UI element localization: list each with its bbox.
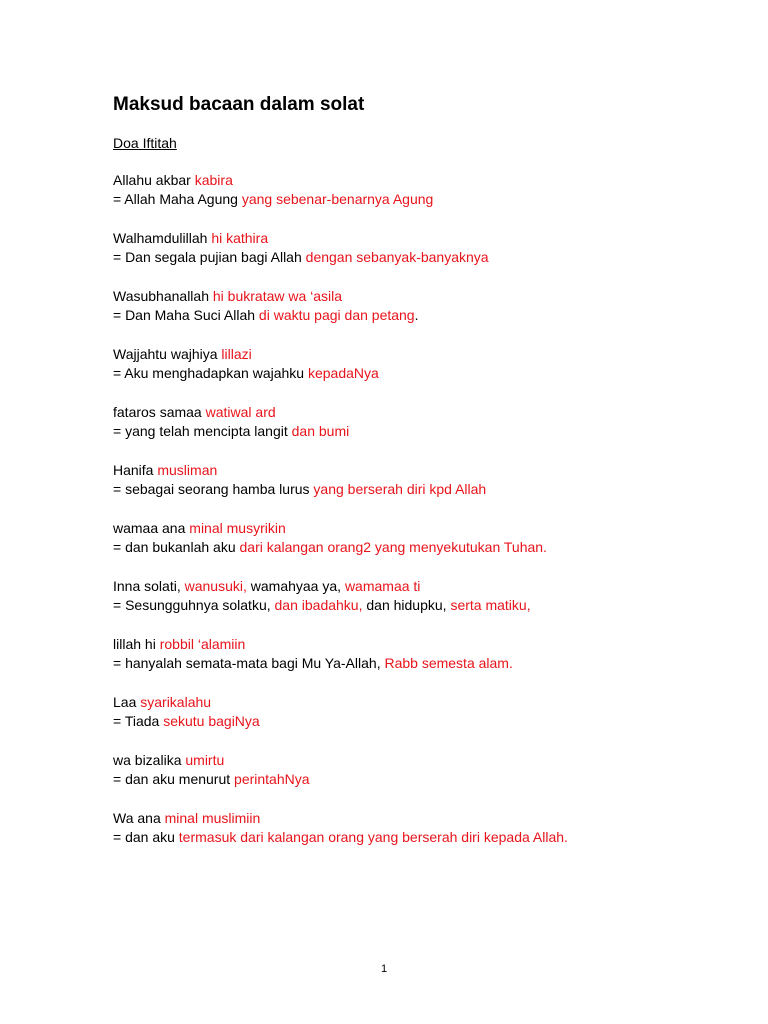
- highlighted-text: wamamaa ti: [344, 578, 421, 594]
- highlighted-text: robbil ‘alamiin: [159, 636, 246, 652]
- prayer-entry: [113, 403, 733, 461]
- plain-text: Wajjahtu wajhiya: [113, 346, 222, 362]
- page-number: 1: [380, 963, 388, 975]
- highlighted-text: termasuk dari kalangan orang yang berserah diri kepada Allah.: [178, 829, 568, 845]
- translation-line: [113, 248, 733, 267]
- highlighted-text: yang sebenar-benarnya Agung: [241, 191, 434, 207]
- plain-text: lillah hi: [113, 636, 160, 652]
- translation-line: [113, 770, 733, 789]
- arabic-transliteration-line: [113, 519, 733, 538]
- highlighted-text: watiwal ard: [205, 404, 276, 420]
- highlighted-text: musliman: [157, 462, 218, 478]
- plain-text: .: [414, 307, 419, 323]
- arabic-transliteration-line: [113, 577, 733, 596]
- highlighted-text: dan ibadahku,: [274, 597, 363, 613]
- highlighted-text: minal musyrikin: [189, 520, 286, 536]
- translation-line: [113, 654, 733, 673]
- prayer-entry: [113, 171, 733, 229]
- arabic-transliteration-line: [113, 693, 733, 712]
- prayer-entry: [113, 229, 733, 287]
- arabic-transliteration-line: [113, 403, 733, 422]
- arabic-transliteration-line: [113, 635, 733, 654]
- prayer-entry: [113, 577, 733, 635]
- arabic-transliteration-line: [113, 751, 733, 770]
- arabic-transliteration-line: [113, 345, 733, 364]
- prayer-entry: [113, 693, 733, 751]
- plain-text: Inna solati,: [113, 578, 185, 594]
- translation-line: [113, 306, 733, 325]
- translation-line: [113, 596, 733, 615]
- plain-text: = Allah Maha Agung: [113, 191, 242, 207]
- plain-text: = yang telah mencipta langit: [113, 423, 292, 439]
- plain-text: Hanifa: [113, 462, 158, 478]
- highlighted-text: yang berserah diri kpd Allah: [313, 481, 487, 497]
- plain-text: = dan aku: [113, 829, 179, 845]
- prayer-entry: [113, 635, 733, 693]
- highlighted-text: sekutu bagiNya: [163, 713, 260, 729]
- plain-text: wamaa ana: [113, 520, 190, 536]
- highlighted-text: kepadaNya: [307, 365, 379, 381]
- arabic-transliteration-line: [113, 287, 733, 306]
- page-title: Maksud bacaan dalam solat: [113, 94, 365, 115]
- arabic-transliteration-line: [113, 229, 733, 248]
- highlighted-text: kabira: [194, 172, 233, 188]
- translation-line: [113, 712, 733, 731]
- plain-text: wa bizalika: [113, 752, 186, 768]
- highlighted-text: wanusuki,: [184, 578, 247, 594]
- highlighted-text: di waktu pagi dan petang: [258, 307, 415, 323]
- highlighted-text: dari kalangan orang2 yang menyekutukan Tuhan.: [239, 539, 547, 555]
- highlighted-text: hi kathira: [211, 230, 269, 246]
- highlighted-text: serta matiku,: [450, 597, 531, 613]
- highlighted-text: lillazi: [221, 346, 252, 362]
- highlighted-text: hi bukrataw wa ‘asila: [212, 288, 343, 304]
- prayer-entry: [113, 287, 733, 345]
- plain-text: dan hidupku,: [362, 597, 451, 613]
- prayer-entry-list: [113, 171, 733, 867]
- prayer-entry: [113, 519, 733, 577]
- plain-text: = Aku menghadapkan wajahku: [113, 365, 308, 381]
- highlighted-text: umirtu: [185, 752, 225, 768]
- prayer-entry: [113, 345, 733, 403]
- highlighted-text: dengan sebanyak-banyaknya: [305, 249, 489, 265]
- plain-text: = sebagai seorang hamba lurus: [113, 481, 314, 497]
- highlighted-text: dan bumi: [291, 423, 350, 439]
- translation-line: [113, 828, 733, 847]
- prayer-entry: [113, 809, 733, 867]
- translation-line: [113, 422, 733, 441]
- arabic-transliteration-line: [113, 809, 733, 828]
- highlighted-text: syarikalahu: [140, 694, 212, 710]
- plain-text: = Dan segala pujian bagi Allah: [113, 249, 306, 265]
- plain-text: = Tiada: [113, 713, 164, 729]
- plain-text: = hanyalah semata-mata bagi Mu Ya-Allah,: [113, 655, 385, 671]
- plain-text: Allahu akbar: [113, 172, 195, 188]
- translation-line: [113, 480, 733, 499]
- plain-text: Wasubhanallah: [113, 288, 213, 304]
- plain-text: wamahyaa ya,: [246, 578, 345, 594]
- highlighted-text: perintahNya: [234, 771, 310, 787]
- plain-text: = Sesungguhnya solatku,: [113, 597, 275, 613]
- plain-text: = dan aku menurut: [113, 771, 235, 787]
- highlighted-text: minal muslimiin: [164, 810, 261, 826]
- plain-text: fataros samaa: [113, 404, 206, 420]
- plain-text: Walhamdulillah: [113, 230, 212, 246]
- translation-line: [113, 538, 733, 557]
- plain-text: Wa ana: [113, 810, 165, 826]
- arabic-transliteration-line: [113, 461, 733, 480]
- prayer-entry: [113, 751, 733, 809]
- translation-line: [113, 364, 733, 383]
- highlighted-text: Rabb semesta alam.: [384, 655, 513, 671]
- translation-line: [113, 190, 733, 209]
- plain-text: Laa: [113, 694, 141, 710]
- prayer-entry: [113, 461, 733, 519]
- arabic-transliteration-line: [113, 171, 733, 190]
- section-heading: Doa Iftitah: [113, 135, 177, 151]
- plain-text: = dan bukanlah aku: [113, 539, 240, 555]
- plain-text: = Dan Maha Suci Allah: [113, 307, 259, 323]
